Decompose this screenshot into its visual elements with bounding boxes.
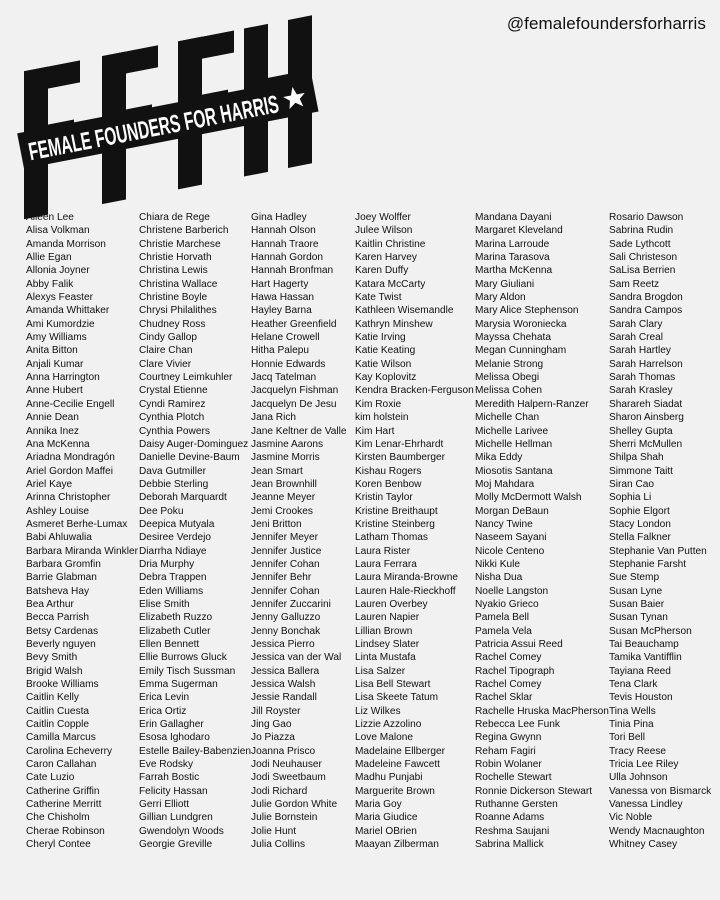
founder-name: Jennifer Meyer (251, 532, 318, 544)
founder-name: Jill Royster (251, 705, 301, 717)
founder-name: Maria Giudice (355, 812, 418, 824)
founder-name: Lindsey Slater (355, 639, 420, 650)
founder-name: Tamika Vantifflin (609, 652, 682, 664)
names-column-2 (139, 211, 251, 852)
founder-name: Ariadna Mondragón (26, 452, 115, 464)
founder-name: Jessica Pierro (251, 639, 315, 650)
founder-name: Cynthia Plotch (139, 412, 205, 424)
founder-name: Jeni Britton (251, 518, 302, 530)
founder-name: Rachel Sklar (475, 692, 533, 704)
founder-name: Christina Wallace (139, 278, 218, 290)
founder-name: Jacquelyn Fishman (251, 385, 339, 397)
founder-name: Marina Larroude (475, 238, 550, 250)
founder-name: Maayan Zilberman (355, 839, 439, 851)
founder-name: Melanie Strong (475, 358, 544, 370)
founder-name: Nikki Kule (475, 558, 521, 570)
founder-name: Deepica Mutyala (139, 518, 215, 530)
founder-name: Annie Dean (26, 412, 79, 424)
founders-list (26, 211, 716, 861)
founder-name: Jane Keltner de Valle (251, 425, 347, 437)
founder-name: Crystal Etienne (139, 385, 208, 397)
founder-name: Katie Wilson (355, 358, 412, 370)
founder-name: Vic Noble (609, 812, 653, 824)
founder-name: Kaitlin Christine (355, 238, 426, 250)
founder-name: Dava Gutmiller (139, 465, 206, 477)
founder-name: Che Chisholm (26, 812, 90, 824)
founder-name: Anne-Cecilie Engell (26, 398, 115, 410)
founder-name: Maria Goy (355, 799, 402, 811)
founder-name: Gillian Lundgren (139, 812, 213, 824)
founder-name: Pamela Bell (475, 612, 530, 624)
founder-name: Catherine Griffin (26, 785, 100, 797)
founder-name: Amy Williams (26, 332, 87, 344)
founder-name: Julee Wilson (355, 225, 413, 237)
founder-name: Christene Barberich (139, 225, 229, 237)
founder-name: Esosa Ighodaro (139, 732, 210, 744)
founder-name: Amanda Morrison (26, 238, 106, 250)
founder-name: Mary Alice Stephenson (475, 305, 579, 317)
founder-name: kim holstein (355, 412, 409, 424)
founder-name: Simmone Taitt (609, 465, 673, 477)
names-column-3 (251, 211, 347, 852)
founder-name: Michelle Hellman (475, 438, 553, 450)
founder-name: Brooke Williams (26, 679, 99, 691)
founder-name: Latham Thomas (355, 532, 428, 544)
founder-name: Diarrha Ndiaye (139, 545, 207, 557)
founder-name: Kristin Taylor (355, 492, 413, 504)
founder-name: Babi Ahluwalia (26, 532, 92, 544)
founder-name: Ulla Johnson (609, 772, 668, 784)
founder-name: Susan McPherson (609, 625, 692, 637)
founder-name: Katara McCarty (355, 278, 426, 290)
founder-name: Katie Keating (355, 345, 416, 357)
founder-name: Christie Marchese (139, 238, 221, 250)
founder-name: Sali Christeson (609, 252, 678, 264)
founder-name: Liz Wilkes (355, 705, 401, 717)
founder-name: Katie Irving (355, 332, 406, 344)
founder-name: Joey Wolffer (355, 212, 411, 223)
founder-name: Kendra Bracken-Ferguson (355, 385, 474, 397)
founder-name: Tena Clark (609, 679, 658, 691)
founder-name: Ruthanne Gersten (475, 799, 558, 811)
founder-name: Miosotis Santana (475, 465, 553, 477)
founder-name: Jacq Tatelman (251, 372, 317, 384)
founder-name: Hitha Palepu (251, 345, 309, 357)
names-column-4 (355, 211, 474, 852)
founder-name: Abby Falik (26, 278, 74, 290)
founder-name: Anne Hubert (26, 385, 83, 397)
names-column-5 (475, 211, 609, 852)
founder-name: Hart Hagerty (251, 278, 309, 290)
founder-name: Eden Williams (139, 585, 204, 597)
founder-name: Sarah Hartley (609, 345, 671, 357)
founder-name: Christina Lewis (139, 265, 208, 277)
founder-name: Sophie Elgort (609, 505, 670, 517)
founder-name: Susan Tynan (609, 612, 668, 624)
founder-name: Marysia Woroniecka (475, 318, 567, 330)
founder-name: Julia Collins (251, 839, 306, 851)
founder-name: Chrysi Philalithes (139, 305, 217, 317)
founder-name: Kim Roxie (355, 398, 402, 410)
founder-name: Robin Wolaner (475, 759, 542, 771)
founder-name: Ariel Kaye (26, 478, 73, 490)
founder-name: Sarah Thomas (609, 372, 676, 384)
founder-name: Jenny Bonchak (251, 625, 321, 637)
founder-name: Tevis Houston (609, 692, 673, 704)
founder-name: Naseem Sayani (475, 532, 547, 544)
founder-name: Emma Sugerman (139, 679, 218, 691)
founder-name: Debbie Sterling (139, 478, 209, 490)
founder-name: Rosario Dawson (609, 212, 684, 223)
founder-name: Allie Egan (26, 252, 72, 264)
founder-name: Sherri McMullen (609, 438, 683, 450)
founder-name: Honnie Edwards (251, 358, 326, 370)
founder-name: Clare Vivier (139, 358, 192, 370)
founder-name: Jennifer Cohan (251, 558, 320, 570)
founder-name: Claire Chan (139, 345, 193, 357)
founder-name: Allonia Joyner (26, 265, 90, 277)
founder-name: Caitlin Cuesta (26, 705, 90, 717)
founder-name: Gina Hadley (251, 212, 307, 223)
founder-name: Hawa Hassan (251, 292, 315, 304)
founder-name: Mariel OBrien (355, 825, 417, 837)
founder-name: Anita Bitton (26, 345, 78, 357)
founder-name: Georgie Greville (139, 839, 213, 851)
founder-name: Pamela Vela (475, 625, 532, 637)
founder-name: Mandana Dayani (475, 212, 552, 223)
founder-name: Eve Rodsky (139, 759, 194, 771)
founder-name: Rachel Comey (475, 679, 542, 691)
founder-name: Kim Hart (355, 425, 395, 437)
founder-name: Barbara Miranda Winkler (26, 545, 138, 557)
founder-name: Kishau Rogers (355, 465, 422, 477)
founder-name: Karen Harvey (355, 252, 417, 264)
founder-name: Nyakio Grieco (475, 598, 539, 610)
founder-name: Estelle Bailey-Babenzien (139, 745, 252, 757)
founder-name: Sharareh Siadat (609, 398, 683, 410)
founder-name: Nicole Centeno (475, 545, 545, 557)
founder-name: Noelle Langston (475, 585, 549, 597)
founder-name: Lauren Hale-Rieckhoff (355, 585, 456, 597)
founder-name: Moj Mahdara (475, 478, 535, 490)
founder-name: Vanessa Lindley (609, 799, 683, 811)
founder-name: Barbara Gromfin (26, 558, 101, 570)
founder-name: Margaret Kleveland (475, 225, 563, 237)
founder-name: Molly McDermott Walsh (475, 492, 582, 504)
founder-name: Hayley Barna (251, 305, 312, 317)
founder-name: Erin Gallagher (139, 719, 204, 731)
logo-title: FEMALE FOUNDERS FOR HARRIS (26, 60, 437, 167)
founder-name: Rachel Comey (475, 652, 542, 664)
founder-name: Tinia Pina (609, 719, 654, 731)
founder-name: Kirsten Baumberger (355, 452, 446, 464)
founder-name: Heather Greenfield (251, 318, 337, 330)
founder-name: Danielle Devine-Baum (139, 452, 240, 464)
founder-name: Sarah Clary (609, 318, 663, 330)
founder-name: Sabrina Mallick (475, 839, 544, 851)
founder-name: Jennifer Behr (251, 572, 312, 584)
founder-name: Lisa Bell Stewart (355, 679, 431, 691)
founder-name: Lillian Brown (355, 625, 413, 637)
founder-name: Erica Ortiz (139, 705, 187, 717)
founder-name: Lisa Salzer (355, 665, 406, 677)
founder-name: Roanne Adams (475, 812, 545, 824)
founder-name: Linta Mustafa (355, 652, 416, 664)
founder-name: Hannah Olson (251, 225, 316, 237)
founder-name: Julie Gordon White (251, 799, 338, 811)
founder-name: Alisa Volkman (26, 225, 90, 237)
founder-name: Sandra Brogdon (609, 292, 683, 304)
founder-name: Batsheva Hay (26, 585, 90, 597)
founder-name: Stephanie Farsht (609, 558, 687, 570)
founder-name: Caitlin Kelly (26, 692, 79, 704)
founder-name: Michelle Chan (475, 412, 540, 424)
founder-name: Sade Lythcott (609, 238, 671, 250)
founder-name: Lauren Napier (355, 612, 420, 624)
founder-name: Marina Tarasova (475, 252, 550, 264)
social-handle: @femalefoundersforharris (506, 14, 706, 33)
founder-name: Patricia Assui Reed (475, 639, 563, 650)
founder-name: Ami Kumordzie (26, 318, 95, 330)
founder-name: Alexys Feaster (26, 292, 93, 304)
founder-name: Marguerite Brown (355, 785, 435, 797)
founder-name: SaLisa Berrien (609, 265, 676, 277)
founder-name: Debra Trappen (139, 572, 207, 584)
founder-name: Koren Benbow (355, 478, 422, 490)
founder-name: Joanna Prisco (251, 745, 316, 757)
founder-name: Kristine Breithaupt (355, 505, 438, 517)
founder-name: Jasmine Morris (251, 452, 320, 464)
names-column-1 (26, 211, 138, 852)
founder-name: Caron Callahan (26, 759, 97, 771)
founder-name: Rebecca Lee Funk (475, 719, 560, 731)
founder-name: Elizabeth Cutler (139, 625, 211, 637)
founder-name: Cyndi Ramirez (139, 398, 206, 410)
founder-name: Sarah Creal (609, 332, 664, 344)
founder-name: Regina Gwynn (475, 732, 542, 744)
founder-name: Lisa Skeete Tatum (355, 692, 439, 704)
founder-name: Madhu Punjabi (355, 772, 423, 784)
founder-name: Catherine Merritt (26, 799, 102, 811)
founder-name: Tina Wells (609, 705, 656, 717)
founder-name: Kay Koplovitz (355, 372, 417, 384)
founder-name: Susan Lyne (609, 585, 663, 597)
founder-name: Madeleine Fawcett (355, 759, 440, 771)
founder-name: Dria Murphy (139, 558, 195, 570)
founder-name: Cate Luzio (26, 772, 75, 784)
founder-name: Reshma Saujani (475, 825, 550, 837)
founder-name: Stephanie Van Putten (609, 545, 707, 557)
founder-name: Michelle Larivee (475, 425, 549, 437)
founder-name: Ariel Gordon Maffei (26, 465, 114, 477)
founder-name: Chudney Ross (139, 318, 206, 330)
founder-name: Deborah Marquardt (139, 492, 227, 504)
founder-name: Aileen Lee (26, 212, 74, 223)
founder-name: Laura Ferrara (355, 558, 417, 570)
founder-name: Dee Poku (139, 505, 184, 517)
founder-name: Jessica Ballera (251, 665, 320, 677)
founder-name: Gerri Elliott (139, 799, 190, 811)
founder-name: Ana McKenna (26, 438, 90, 450)
founder-name: Stella Falkner (609, 532, 671, 544)
founder-name: Whitney Casey (609, 839, 678, 851)
founder-name: Helane Crowell (251, 332, 320, 344)
founder-name: Jana Rich (251, 412, 297, 424)
founder-name: Rochelle Stewart (475, 772, 552, 784)
founder-name: Beverly nguyen (26, 639, 96, 650)
founder-name: Jodi Neuhauser (251, 759, 322, 771)
founder-name: Kathryn Minshew (355, 318, 433, 330)
founder-name: Morgan DeBaun (475, 505, 549, 517)
founder-name: Stacy London (609, 518, 671, 530)
founder-name: Meredith Halpern-Ranzer (475, 398, 589, 410)
founder-name: Daisy Auger-Dominguez (139, 438, 249, 450)
founder-name: Desiree Verdejo (139, 532, 212, 544)
founder-name: Anna Harrington (26, 372, 100, 384)
founder-name: Ellen Bennett (139, 639, 200, 650)
founder-name: Jennifer Justice (251, 545, 322, 557)
founder-name: Martha McKenna (475, 265, 553, 277)
founder-name: Jo Piazza (251, 732, 295, 744)
founder-name: Sharon Ainsberg (609, 412, 684, 424)
founder-name: Jean Brownhill (251, 478, 317, 490)
founder-name: Erica Levin (139, 692, 190, 704)
founder-name: Jodi Richard (251, 785, 308, 797)
founder-name: Betsy Cardenas (26, 625, 99, 637)
founder-name: Reham Fagiri (475, 745, 536, 757)
founder-name: Christie Horvath (139, 252, 212, 264)
founder-name: Laura Rister (355, 545, 411, 557)
founder-name: Vanessa von Bismarck (609, 785, 712, 797)
founder-name: Sophia Li (609, 492, 652, 504)
founder-name: Kathleen Wisemandle (355, 305, 454, 317)
founder-name: Lauren Overbey (355, 598, 428, 610)
founder-name: Carolina Echeverry (26, 745, 113, 757)
founder-name: Mary Aldon (475, 292, 526, 304)
founder-name: Brigid Walsh (26, 665, 83, 677)
founder-name: Cheryl Contee (26, 839, 91, 851)
founder-name: Jessie Randall (251, 692, 317, 704)
founder-name: Camilla Marcus (26, 732, 96, 744)
founder-name: Mayssa Chehata (475, 332, 551, 344)
founder-name: Jacquelyn De Jesu (251, 398, 337, 410)
founder-name: Sam Reetz (609, 278, 660, 290)
founder-name: Susan Baier (609, 598, 665, 610)
founder-name: Cynthia Powers (139, 425, 210, 437)
names-column-6 (609, 211, 711, 852)
founder-name: Ronnie Dickerson Stewart (475, 785, 593, 797)
founder-name: Karen Duffy (355, 265, 409, 277)
founder-name: Tai Beauchamp (609, 639, 679, 650)
founder-name: Barrie Glabman (26, 572, 97, 584)
founder-name: Arinna Christopher (26, 492, 111, 504)
founder-name: Siran Cao (609, 478, 655, 490)
founder-name: Bevy Smith (26, 652, 78, 664)
founder-name: Nancy Twine (475, 518, 533, 530)
founder-name: Jeanne Meyer (251, 492, 316, 504)
founder-name: Julie Bornstein (251, 812, 318, 824)
founder-name: Christine Boyle (139, 292, 208, 304)
founder-name: Amanda Whittaker (26, 305, 110, 317)
founder-name: Melissa Cohen (475, 385, 542, 397)
founder-name: Annika Inez (26, 425, 79, 437)
founder-name: Sarah Harrelson (609, 358, 683, 370)
founder-name: Jodi Sweetbaum (251, 772, 326, 784)
founder-name: Felicity Hassan (139, 785, 208, 797)
founder-name: Kristine Steinberg (355, 518, 435, 530)
founder-name: Jing Gao (251, 719, 292, 731)
founder-name: Sandra Campos (609, 305, 683, 317)
founder-name: Chiara de Rege (139, 212, 210, 223)
founder-name: Rachel Tipograph (475, 665, 555, 677)
founder-name: Elise Smith (139, 598, 190, 610)
founder-name: Ellie Burrows Gluck (139, 652, 227, 664)
founder-name: Madelaine Ellberger (355, 745, 446, 757)
founder-name: Caitlin Copple (26, 719, 90, 731)
founder-name: Farrah Bostic (139, 772, 200, 784)
founder-name: Sabrina Rudin (609, 225, 674, 237)
founder-name: Shilpa Shah (609, 452, 664, 464)
founder-name: Melissa Obegi (475, 372, 540, 384)
ffh-logo (10, 14, 437, 189)
founder-name: Jemi Crookes (251, 505, 313, 517)
founder-name: Cindy Gallop (139, 332, 197, 344)
founder-name: Asmeret Berhe-Lumax (26, 518, 128, 530)
founder-name: Ashley Louise (26, 505, 90, 517)
founder-name: Jenny Galluzzo (251, 612, 321, 624)
founder-name: Hannah Bronfman (251, 265, 334, 277)
founder-name: Sarah Krasley (609, 385, 673, 397)
founder-name: Jean Smart (251, 465, 303, 477)
founder-name: Mary Giuliani (475, 278, 535, 290)
founder-name: Rachelle Hruska MacPherson (475, 705, 609, 717)
founder-name: Cherae Robinson (26, 825, 105, 837)
founder-name: Sue Stemp (609, 572, 660, 584)
founder-name: Hannah Traore (251, 238, 319, 250)
founder-name: Jennifer Cohan (251, 585, 320, 597)
founder-name: Jessica Walsh (251, 679, 316, 691)
founder-name: Kate Twist (355, 292, 402, 304)
founder-name: Courtney Leimkuhler (139, 372, 233, 384)
founder-name: Bea Arthur (26, 598, 74, 610)
founder-name: Tracy Reese (609, 745, 667, 757)
founder-name: Jennifer Zuccarini (251, 598, 331, 610)
founder-name: Laura Miranda-Browne (355, 572, 458, 584)
founder-name: Tori Bell (609, 732, 646, 744)
founder-name: Shelley Gupta (609, 425, 673, 437)
founder-name: Lizzie Azzolino (355, 719, 422, 731)
founder-name: Tricia Lee Riley (609, 759, 679, 771)
founder-name: Anjali Kumar (26, 358, 84, 370)
founder-name: Elizabeth Ruzzo (139, 612, 213, 624)
founder-name: Tayiana Reed (609, 665, 671, 677)
founder-name: Mika Eddy (475, 452, 523, 464)
founder-name: Megan Cunningham (475, 345, 567, 357)
founder-name: Nisha Dua (475, 572, 523, 584)
founder-name: Becca Parrish (26, 612, 90, 624)
founder-name: Love Malone (355, 732, 413, 744)
founder-name: Jolie Hunt (251, 825, 297, 837)
founder-name: Hannah Gordon (251, 252, 324, 264)
founder-name: Wendy Macnaughton (609, 825, 705, 837)
founder-name: Emily Tisch Sussman (139, 665, 236, 677)
founder-name: Jessica van der Wal (251, 652, 342, 664)
founder-name: Kim Lenar-Ehrhardt (355, 438, 444, 450)
founder-name: Gwendolyn Woods (139, 825, 224, 837)
founder-name: Jasmine Aarons (251, 438, 324, 450)
